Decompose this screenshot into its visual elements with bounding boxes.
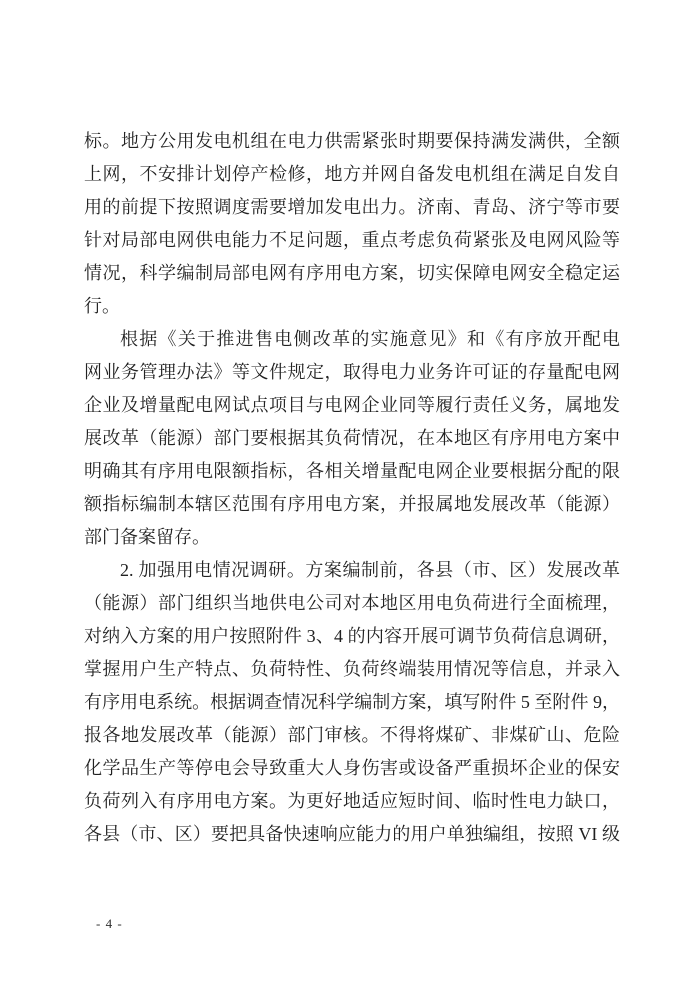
text-line: 展改革（能源）部门要根据其负荷情况，在本地区有序用电方案中 — [84, 428, 620, 448]
text-line: 针对局部电网供电能力不足问题，重点考虑负荷紧张及电网风险等 — [84, 230, 620, 250]
text-line: 部门备案留存。 — [84, 527, 210, 547]
text-line: 行。 — [84, 296, 120, 316]
text-line-paragraph-start: 根据《关于推进售电侧改革的实施意见》和《有序放开配电 — [120, 329, 620, 349]
text-line: 对纳入方案的用户按照附件 3、4 的内容开展可调节负荷信息调研， — [84, 626, 620, 646]
text-line: 掌握用户生产特点、负荷特性、负荷终端装用情况等信息，并录入 — [84, 659, 620, 679]
text-line: 企业及增量配电网试点项目与电网企业同等履行责任义务，属地发 — [84, 395, 620, 415]
page-number: - 4 - — [96, 916, 123, 931]
text-line: 用的前提下按照调度需要增加发电出力。济南、青岛、济宁等市要 — [84, 197, 620, 217]
text-line: 标。地方公用发电机组在电力供需紧张时期要保持满发满供，全额 — [84, 131, 620, 151]
text-line: （能源）部门组织当地供电公司对本地区用电负荷进行全面梳理， — [84, 593, 620, 613]
text-line: 负荷列入有序用电方案。为更好地适应短时间、临时性电力缺口， — [84, 791, 620, 811]
text-line: 报各地发展改革（能源）部门审核。不得将煤矿、非煤矿山、危险 — [84, 725, 620, 745]
text-line-paragraph-start: 2. 加强用电情况调研。方案编制前，各县（市、区）发展改革 — [120, 560, 620, 580]
text-line: 各县（市、区）要把具备快速响应能力的用户单独编组，按照 VI 级 — [84, 824, 620, 844]
text-line: 有序用电系统。根据调查情况科学编制方案，填写附件 5 至附件 9， — [84, 692, 620, 712]
text-line: 网业务管理办法》等文件规定，取得电力业务许可证的存量配电网 — [84, 362, 620, 382]
document-body — [84, 125, 620, 851]
text-line: 化学品生产等停电会导致重大人身伤害或设备严重损坏企业的保安 — [84, 758, 620, 778]
text-line: 额指标编制本辖区范围有序用电方案，并报属地发展改革（能源） — [84, 494, 620, 514]
text-line: 上网，不安排计划停产检修，地方并网自备发电机组在满足自发自 — [84, 164, 620, 184]
text-line: 情况，科学编制局部电网有序用电方案，切实保障电网安全稳定运 — [84, 263, 620, 283]
text-line: 明确其有序用电限额指标，各相关增量配电网企业要根据分配的限 — [84, 461, 620, 481]
